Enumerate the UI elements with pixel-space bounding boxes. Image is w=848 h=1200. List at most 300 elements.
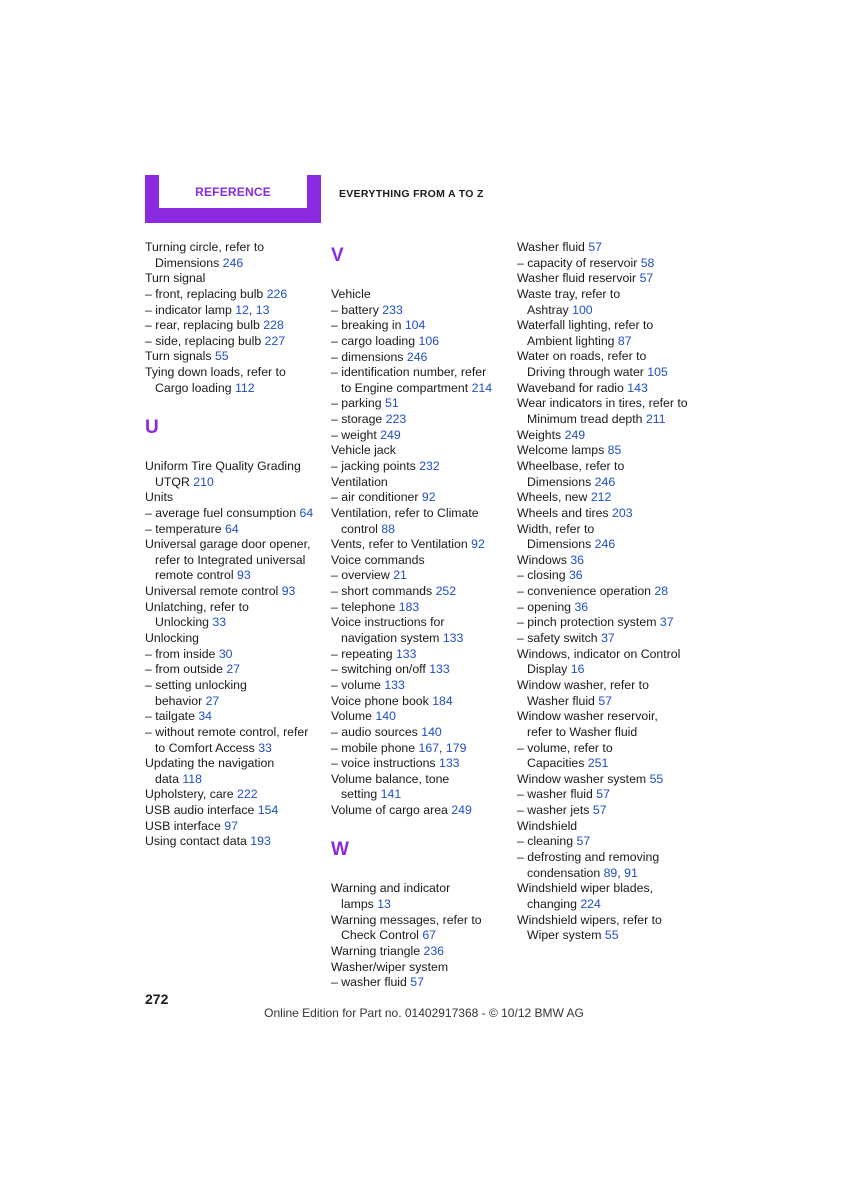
index-entry-text: Warning and indicator [331,881,451,896]
index-entry-text: Voice phone book [331,693,433,708]
index-entry-continuation [145,256,325,272]
page-reference-link[interactable]: 224 [580,896,601,911]
index-entry [517,490,697,506]
page-reference-link[interactable]: 93 [237,568,251,583]
index-entry-text: – parking [331,396,386,411]
index-entry-text: – setting unlocking [145,677,247,692]
index-entry [517,271,697,287]
index-entry [517,287,697,303]
index-entry-text: Dimensions [527,474,595,489]
index-entry-text: to Comfort Access [155,740,259,755]
index-entry-text: Capacities [527,756,588,771]
index-entry-text: refer to Washer fluid [527,724,638,739]
index-entry-text: Ashtray [527,302,573,317]
page-reference-link[interactable]: 28 [654,584,669,599]
page-reference-link[interactable]: 211 [645,412,666,427]
index-entry-text: – tailgate [145,709,199,724]
index-entry-text: Vehicle jack [331,443,396,458]
index-entry-text: Check Control [341,928,423,943]
edition-footer: Online Edition for Part no. 01402917368 - © 10/12 BMW AG [264,1006,584,1020]
index-entry-text: Ambient lighting [527,333,618,348]
page-reference-link[interactable]: 251 [587,756,609,771]
index-entry [331,756,511,772]
page-reference-link[interactable]: 57 [588,240,602,254]
index-letter-heading: V [331,245,344,266]
index-entry-text: Width, refer to [517,521,595,536]
index-entry [145,349,325,365]
index-entry [517,318,697,334]
page-reference-link[interactable]: 249 [564,427,586,442]
index-entry [517,396,697,412]
page-reference-separator: , [248,302,256,317]
spacer [331,819,511,835]
index-entry-text: Welcome lamps [517,443,608,458]
index-entry [517,428,697,444]
index-entry-text: lamps [341,896,378,911]
index-entry [517,584,697,600]
page-reference-link[interactable]: 36 [574,599,589,614]
index-entry [517,709,697,725]
index-entry-text: – dimensions [331,349,407,364]
page-reference-link[interactable]: 57 [576,834,591,849]
index-entry [331,960,511,976]
index-entry-text: Voice commands [331,552,425,567]
page-reference-link[interactable]: 203 [612,505,633,520]
spacer [145,443,325,459]
page-reference-link[interactable]: 222 [237,787,258,802]
index-entry-text: – cleaning [517,834,577,849]
index-entry [331,725,511,741]
page-reference-link[interactable]: 57 [639,271,654,286]
index-entry [331,396,511,412]
page-reference-link[interactable]: 91 [624,865,638,880]
index-entry [331,741,511,757]
index-entry [145,756,325,772]
index-entry-text: – washer fluid [517,787,597,802]
index-entry [517,881,697,897]
index-entry-text: Unlatching, refer to [145,599,249,614]
page-reference-link[interactable]: 133 [442,631,464,646]
page-reference-link[interactable]: 30 [218,646,233,661]
page-reference-link[interactable]: 87 [617,333,632,348]
index-entry [331,553,511,569]
index-entry-text: – cargo loading [331,333,419,348]
page-reference-link[interactable]: 133 [439,756,460,771]
page-reference-link[interactable]: 37 [659,615,674,630]
page-reference-link[interactable]: 133 [395,646,417,661]
index-entry [145,678,325,694]
index-entry-continuation [145,475,325,491]
index-entry [331,350,511,366]
page-reference-link[interactable]: 249 [380,427,401,442]
page-reference-link[interactable]: 141 [380,787,402,802]
page-reference-link[interactable]: 58 [640,255,655,270]
index-entry-text: – washer jets [517,803,593,818]
page-reference-link[interactable]: 143 [627,380,648,395]
index-entry [517,631,697,647]
index-entry-continuation [145,615,325,631]
index-entry-continuation [145,553,325,569]
index-entry [145,803,325,819]
index-entry-text: navigation system [341,631,443,646]
index-entry-text: – audio sources [331,724,422,739]
page-reference-link[interactable]: 183 [398,599,420,614]
index-entry-text: – storage [331,412,386,427]
index-entry-text: Cargo loading [155,380,235,395]
index-entry-text: – identification number, refer [331,365,487,380]
page-reference-link[interactable]: 210 [193,474,214,489]
index-entry-text: – average fuel consumption [145,505,300,520]
index-column-1 [145,240,325,850]
index-entry [145,834,325,850]
index-entry-text: refer to Integrated universal [155,552,306,567]
page-reference-link[interactable]: 55 [604,928,619,943]
index-entry-continuation [331,381,511,397]
index-entry-text: – from inside [145,646,219,661]
page-reference-link[interactable]: 55 [214,349,229,364]
index-entry [145,600,325,616]
index-entry-text: – without remote control, refer [145,724,309,739]
page-reference-link[interactable]: 27 [226,662,241,677]
index-entry [145,725,325,741]
page-reference-link[interactable]: 36 [568,568,583,583]
page-reference-link[interactable]: 236 [423,943,445,958]
page-reference-link[interactable]: 106 [418,333,440,348]
index-entry-continuation [517,694,697,710]
index-entry-continuation [517,303,697,319]
spacer [331,866,511,882]
index-entry-text: – breaking in [331,318,405,333]
index-entry-text: to Engine compartment [341,380,472,395]
page-reference-link[interactable]: 105 [647,365,668,380]
index-entry [517,647,697,663]
index-entry-text: Water on roads, refer to [517,349,647,364]
index-entry [517,240,697,256]
page-reference-link[interactable]: 85 [607,443,622,458]
index-entry-text: Units [145,490,174,505]
index-entry [331,709,511,725]
index-entry-text: – front, replacing bulb [145,286,267,301]
index-entry-continuation [145,381,325,397]
index-entry-text: Warning triangle [331,943,424,958]
index-entry-text: – voice instructions [331,756,439,771]
index-letter-heading: U [145,417,159,439]
index-entry-text: remote control [155,568,238,583]
index-entry [331,913,511,929]
index-entry-text: Turn signal [145,271,206,286]
index-entry [145,318,325,334]
page-reference-link[interactable]: 51 [385,396,399,411]
index-entry-text: Washer/wiper system [331,959,449,974]
index-entry-continuation [517,756,697,772]
index-entry [145,365,325,381]
page-reference-link[interactable]: 36 [570,552,584,567]
page-reference-link[interactable]: 57 [592,803,607,818]
index-entry-text: – indicator lamp [145,302,236,317]
index-entry-text: – opening [517,599,575,614]
index-entry [517,506,697,522]
page-reference-separator: , [617,865,625,880]
index-entry-text: Turn signals [145,349,215,364]
index-entry-text: Ventilation, refer to Climate [331,505,479,520]
page-reference-link[interactable]: 100 [572,302,593,317]
page-reference-link[interactable]: 93 [281,584,296,599]
section-title: EVERYTHING FROM A TO Z [339,188,484,200]
index-entry-text: – air conditioner [331,490,422,505]
index-entry [517,772,697,788]
index-entry-text: – capacity of reservoir [517,255,641,270]
index-entry-text: Vents, refer to Ventilation [331,537,472,552]
index-entry [145,271,325,287]
index-entry [145,490,325,506]
page-reference-link[interactable]: 67 [422,928,437,943]
index-entry-text: Wheelbase, refer to [517,458,625,473]
page-reference-link[interactable]: 64 [299,505,314,520]
page-reference-link[interactable]: 16 [570,662,585,677]
page-reference-link[interactable]: 214 [471,380,493,395]
index-entry-text: Voice instructions for [331,615,445,630]
index-entry-text: Volume [331,709,376,724]
index-entry [331,662,511,678]
index-entry-text: – jacking points [331,458,420,473]
page-reference-link[interactable]: 21 [393,568,407,583]
index-entry-continuation [517,897,697,913]
index-entry [331,678,511,694]
index-entry [331,537,511,553]
page-reference-link[interactable]: 12 [235,302,249,317]
index-entry-continuation [331,787,511,803]
index-entry [145,631,325,647]
page-reference-link[interactable]: 112 [234,380,255,395]
index-entry [517,443,697,459]
page-reference-link[interactable]: 252 [435,584,457,599]
page-reference-link[interactable]: 212 [590,490,612,505]
page-reference-link[interactable]: 33 [212,615,227,630]
index-entry [145,787,325,803]
index-entry-text: Driving through water [527,365,648,380]
index-entry [517,787,697,803]
index-entry [331,600,511,616]
page-reference-link[interactable]: 37 [601,631,615,646]
page-reference-link[interactable]: 133 [384,677,405,692]
index-entry-continuation [145,772,325,788]
index-entry [517,459,697,475]
index-column-3 [517,240,697,944]
index-entry-continuation [517,334,697,350]
index-entry [331,287,511,303]
index-entry-continuation [145,694,325,710]
index-entry [331,568,511,584]
index-entry-text: Display [527,662,571,677]
index-entry-text: Washer fluid reservoir [517,271,640,286]
page-reference-link[interactable]: 233 [382,302,403,317]
page-reference-link[interactable]: 64 [224,521,239,536]
index-entry [145,662,325,678]
index-entry-text: Washer fluid [527,693,599,708]
index-entry [331,975,511,991]
index-entry-text: data [155,771,183,786]
index-entry [145,506,325,522]
index-entry [331,803,511,819]
page-reference-link[interactable]: 57 [596,787,610,802]
index-entry-text: – repeating [331,646,396,661]
index-entry [517,349,697,365]
index-entry-continuation [331,522,511,538]
page-reference-link[interactable]: 33 [258,740,272,755]
index-entry [331,881,511,897]
index-entry-continuation [517,412,697,428]
index-entry [517,381,697,397]
index-entry-text: Windows [517,552,571,567]
index-entry [145,459,325,475]
index-entry [331,584,511,600]
spacer [145,396,325,412]
index-entry-text: Turning circle, refer to [145,240,265,254]
index-entry-text: – overview [331,568,394,583]
index-entry [145,522,325,538]
index-entry-text: Window washer reservoir, [517,709,658,724]
index-entry [331,459,511,475]
index-entry-text: Waveband for radio [517,380,628,395]
index-entry-text: – telephone [331,599,399,614]
index-entry-continuation [517,475,697,491]
index-entry-text: Ventilation [331,474,388,489]
index-entry [517,834,697,850]
index-entry [331,490,511,506]
index-entry-text: setting [341,787,381,802]
page-reference-link[interactable]: 27 [205,693,220,708]
index-entry-text: Weights [517,427,565,442]
index-entry-text: – volume [331,677,385,692]
index-entry [517,615,697,631]
page-reference-link[interactable]: 88 [381,521,396,536]
index-entry [145,819,325,835]
page-reference-link[interactable]: 226 [266,286,288,301]
index-entry [331,334,511,350]
index-entry [517,803,697,819]
page-reference-link[interactable]: 89 [603,865,618,880]
index-entry-text: – mobile phone [331,740,419,755]
index-entry-text: – closing [517,568,569,583]
page-reference-link[interactable]: 92 [421,490,436,505]
index-entry-text: Upholstery, care [145,787,238,802]
index-entry [331,772,511,788]
index-entry-continuation [517,866,697,882]
index-entry-text: – short commands [331,584,436,599]
page-reference-link[interactable]: 13 [377,896,391,911]
index-letter-heading: W [331,839,349,861]
index-entry [517,913,697,929]
page-reference-link[interactable]: 133 [429,662,450,677]
page-reference-link[interactable]: 55 [649,771,664,786]
page-reference-link[interactable]: 13 [255,302,270,317]
index-entry [331,303,511,319]
index-entry-text: USB audio interface [145,803,258,818]
index-entry-text: control [341,521,382,536]
index-entry-text: Warning messages, refer to [331,912,482,927]
page-reference-link[interactable]: 167 [418,740,440,755]
index-entry [331,443,511,459]
index-entry-text: Universal remote control [145,584,282,599]
index-entry-text: – washer fluid [331,975,411,990]
page-reference-link[interactable]: 118 [182,771,202,786]
index-entry-text: – from outside [145,662,227,677]
spacer [331,271,511,287]
index-entry-text: changing [527,896,581,911]
page-reference-link[interactable]: 246 [222,255,244,270]
index-entry-text: Windshield wiper blades, [517,881,654,896]
index-entry-text: USB interface [145,818,225,833]
index-entry [145,287,325,303]
index-entry-text: Wear indicators in tires, refer to [517,396,688,411]
page-reference-link[interactable]: 193 [250,834,271,849]
page-reference-link[interactable]: 184 [432,693,453,708]
page-reference-link[interactable]: 104 [404,318,426,333]
index-entry-text: Wheels, new [517,490,591,505]
section-tab-label: REFERENCE [195,184,271,199]
page-reference-link[interactable]: 246 [594,474,616,489]
index-entry-text: Waste tray, refer to [517,286,621,301]
index-entry [517,678,697,694]
index-entry [331,475,511,491]
index-entry [145,334,325,350]
page-reference-link[interactable]: 246 [594,537,616,552]
index-entry-continuation [145,741,325,757]
index-entry-text: Using contact data [145,834,251,849]
page-reference-link[interactable]: 223 [385,412,407,427]
index-entry [517,600,697,616]
page-reference-separator: , [439,740,446,755]
index-entry-text: – convenience operation [517,584,655,599]
index-entry [145,240,325,256]
page-reference-link[interactable]: 228 [263,318,284,333]
page-reference-link[interactable]: 92 [471,537,485,552]
page-reference-link[interactable]: 227 [264,333,286,348]
index-entry-continuation [517,365,697,381]
page-reference-link[interactable]: 249 [451,803,472,818]
index-entry-text: Windshield [517,818,578,833]
index-entry-text: Volume balance, tone [331,771,450,786]
index-entry [145,303,325,319]
index-entry-text: Tying down loads, refer to [145,365,286,380]
index-entry-text: Volume of cargo area [331,803,452,818]
page-reference-link[interactable]: 97 [224,818,238,833]
index-entry-text: – volume, refer to [517,740,613,755]
index-entry-text: Uniform Tire Quality Grading [145,458,301,473]
index-entry-continuation [331,897,511,913]
index-entry [517,522,697,538]
index-entry-text: – rear, replacing bulb [145,318,264,333]
page-reference-link[interactable]: 154 [257,803,279,818]
page-reference-link[interactable]: 57 [598,693,612,708]
page-reference-link[interactable]: 140 [421,724,442,739]
index-entry [331,428,511,444]
index-entry-text: Windshield wipers, refer to [517,912,662,927]
index-entry-text: Vehicle [331,286,371,301]
page-reference-link[interactable]: 179 [445,740,467,755]
page-reference-link[interactable]: 140 [375,709,396,724]
page-reference-link[interactable]: 232 [419,458,440,473]
index-entry [145,537,325,553]
page-reference-link[interactable]: 57 [410,975,424,990]
index-entry-text: – safety switch [517,631,602,646]
index-entry-text: – defrosting and removing [517,849,660,864]
index-entry [331,647,511,663]
index-entry [145,647,325,663]
page-reference-link[interactable]: 34 [198,709,213,724]
index-entry [331,506,511,522]
page-reference-link[interactable]: 246 [406,349,428,364]
